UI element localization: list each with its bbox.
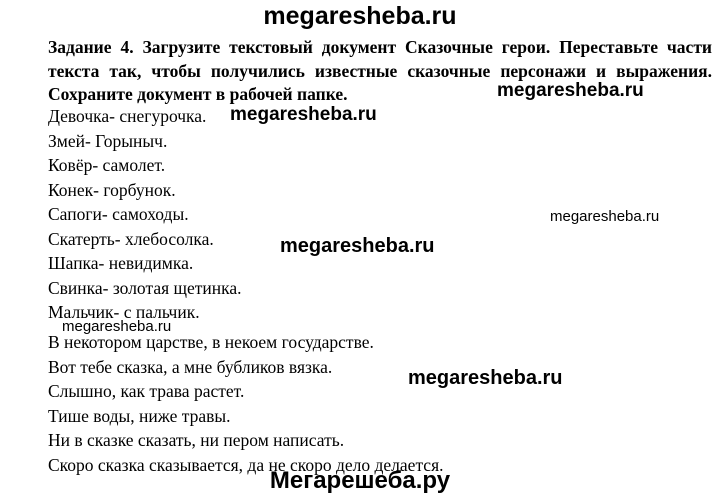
task-description: Задание 4. Загрузите текстовый документ Сказочные герои. Переставьте части текста так, чтобы получились известные сказочные персонажи и выражения. Сохраните документ в рабочей папке. [48, 37, 712, 104]
watermark: megaresheba.ru [550, 208, 660, 225]
expressions-list [48, 330, 444, 477]
watermark: megaresheba.ru [408, 367, 563, 389]
list-item: Ковёр- самолет. [48, 155, 166, 175]
list-item: В некотором царстве, в некоем государстве. [48, 332, 374, 352]
list-item: Шапка- невидимка. [48, 253, 194, 273]
list-item: Сапоги- самоходы. [48, 204, 189, 224]
list-item: Змей- Горыныч. [48, 130, 168, 151]
watermark: megaresheba.ru [280, 235, 435, 257]
list-item: Конек- горбунок. [48, 179, 176, 200]
characters-list [48, 104, 242, 325]
list-item: Мальчик- с пальчик. [48, 302, 200, 322]
watermark: megaresheba.ru [230, 104, 377, 125]
watermark: megaresheba.ru [62, 318, 172, 335]
list-item: Свинка- золотая щетинка. [48, 277, 242, 298]
list-item: Вот тебе сказка, а мне бубликов вязка. [48, 356, 333, 377]
list-item: Скоро сказка сказывается, да не скоро дело делается. [48, 454, 444, 475]
list-item: Слышно, как трава растет. [48, 381, 245, 401]
list-item: Ни в сказке сказать, ни пером написать. [48, 430, 345, 450]
watermark-top: megaresheba.ru [263, 2, 457, 30]
list-item: Девочка- снегурочка. [48, 106, 207, 126]
list-item: Скатерть- хлебосолка. [48, 228, 214, 249]
watermark-bottom: Мегарешеба.ру [269, 467, 451, 494]
watermark: megaresheba.ru [497, 80, 644, 101]
list-item: Тише воды, ниже травы. [48, 405, 231, 426]
